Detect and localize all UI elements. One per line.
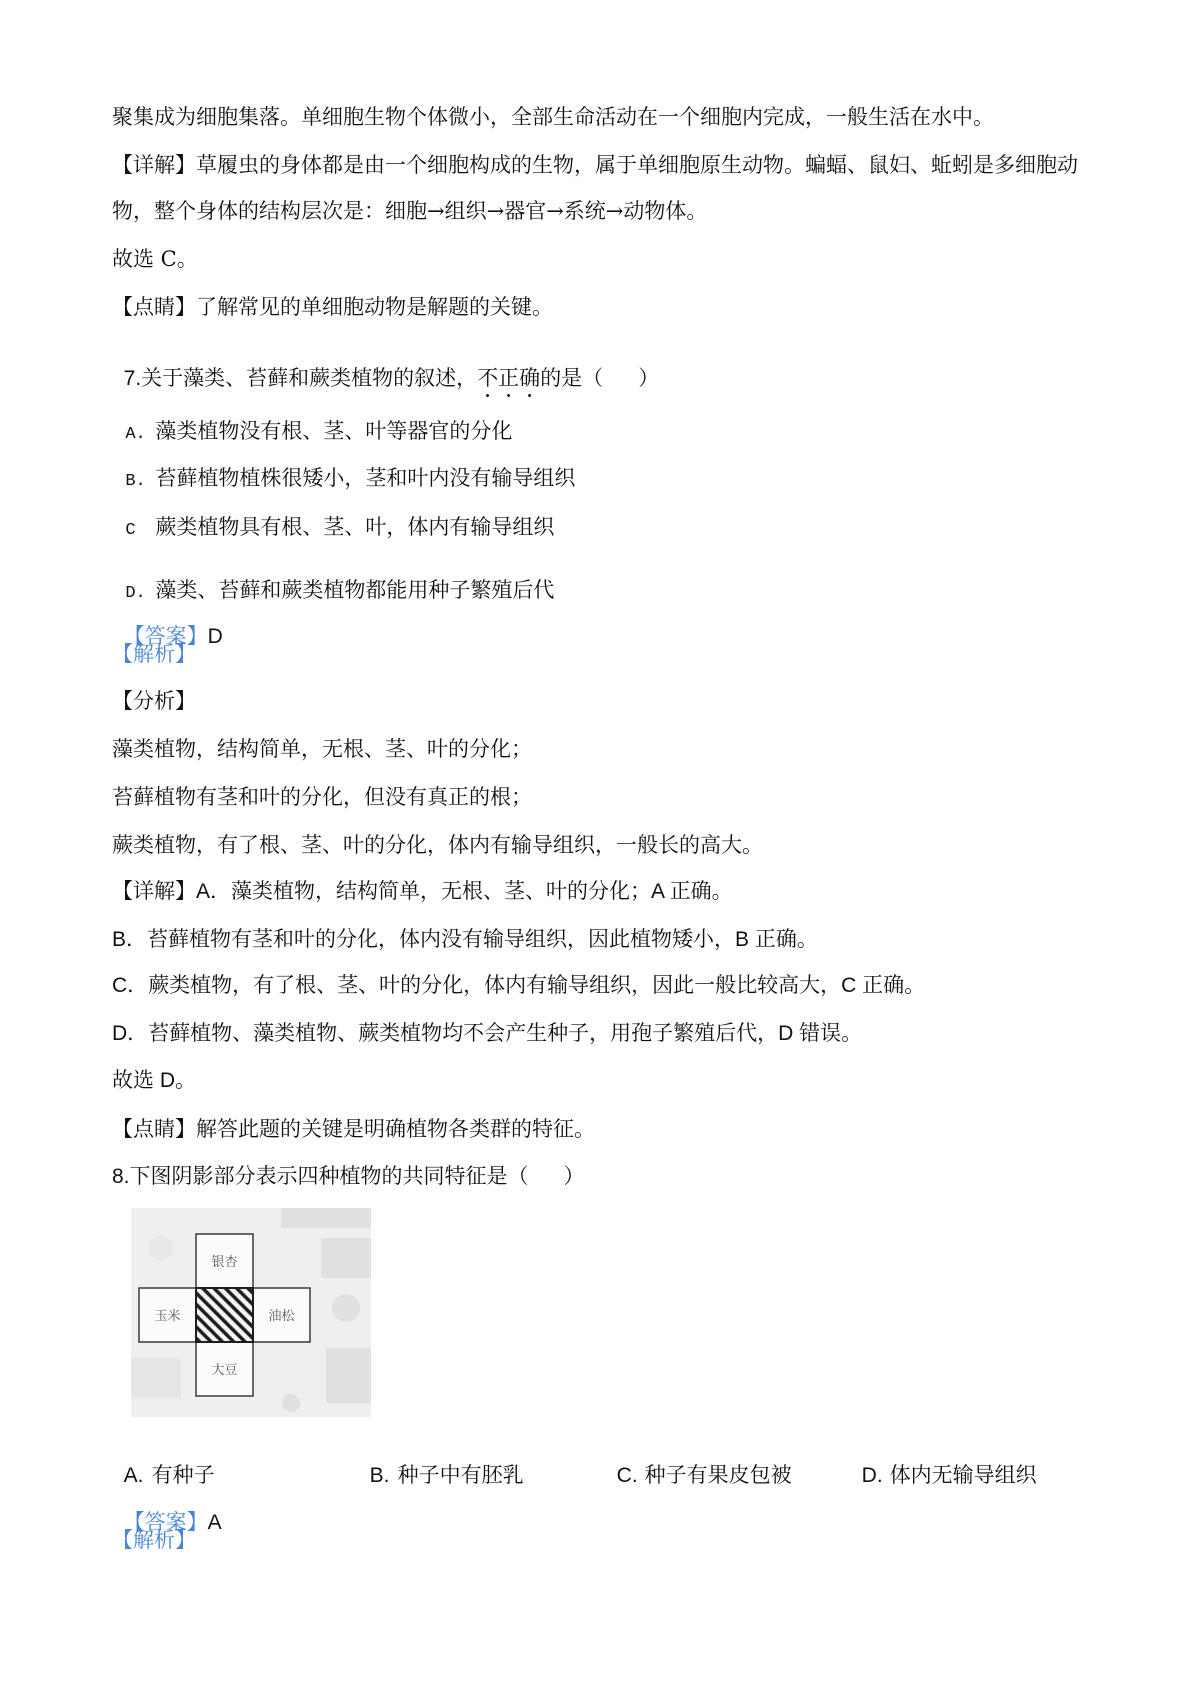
q7-stem-prefix: 7.关于藻类、苔藓和蕨类植物的叙述， bbox=[123, 367, 478, 390]
q8-option-c-text: 种子有果皮包被 bbox=[644, 1464, 792, 1487]
q8-option-a bbox=[112, 1431, 215, 1487]
q8-answer-value: A bbox=[207, 1511, 222, 1534]
q7-answer-value: D bbox=[207, 625, 223, 648]
figure-label-left: 玉米 bbox=[154, 1309, 181, 1324]
q7-analysis-label: 【解析】 bbox=[112, 642, 196, 666]
q7-option-b-letter: B. bbox=[125, 472, 146, 491]
q7-analysis-heading: 【分析】 bbox=[112, 689, 196, 713]
q7-option-c-text: 蕨类植物具有根、茎、叶，体内有输导组织 bbox=[155, 515, 555, 539]
figure-label-top: 银杏 bbox=[211, 1255, 238, 1270]
q7-answer bbox=[112, 592, 1112, 648]
q8-stem: 8.下图阴影部分表示四种植物的共同特征是（ ） bbox=[112, 1165, 585, 1188]
q7-analysis-line-3: 蕨类植物，有了根、茎、叶的分化，体内有输导组织，一般长的高大。 bbox=[112, 833, 763, 857]
q7-option-a bbox=[112, 386, 1112, 444]
q7-detail-line-4: D．苔藓植物、藻类植物、蕨类植物均不会产生种子，用孢子繁殖后代，D 错误。 bbox=[112, 1022, 863, 1045]
q7-analysis-line-1: 藻类植物，结构简单，无根、茎、叶的分化； bbox=[112, 737, 532, 761]
q7-option-d bbox=[112, 545, 1112, 603]
q7-option-c bbox=[112, 482, 1112, 540]
q7-option-a-letter: A. bbox=[125, 425, 146, 444]
prev-choice: 故选 C。 bbox=[112, 247, 198, 271]
q8-answer bbox=[112, 1478, 1112, 1534]
figure-label-right: 油松 bbox=[268, 1309, 295, 1324]
q7-detail-line-3: C．蕨类植物，有了根、茎、叶的分化，体内有输导组织，因此一般比较高大，C 正确。 bbox=[112, 974, 926, 997]
figure-label-bottom: 大豆 bbox=[211, 1363, 238, 1378]
q8-option-b-letter: B. bbox=[369, 1464, 390, 1487]
q8-option-c-letter: C. bbox=[616, 1464, 638, 1487]
prev-detail-line-2: 物，整个身体的结构层次是：细胞→组织→器官→系统→动物体。 bbox=[112, 199, 708, 223]
q7-option-a-text: 藻类植物没有根、茎、叶等器官的分化 bbox=[155, 419, 513, 443]
q7-option-b-text: 苔藓植物植株很矮小，茎和叶内没有输导组织 bbox=[155, 466, 576, 490]
prev-comment: 【点睛】了解常见的单细胞动物是解题的关键。 bbox=[112, 295, 553, 319]
q7-comment: 【点睛】解答此题的关键是明确植物各类群的特征。 bbox=[112, 1117, 595, 1141]
q8-option-b bbox=[358, 1431, 524, 1487]
q7-detail-line-2: B．苔藓植物有茎和叶的分化，体内没有输导组织，因此植物矮小，B 正确。 bbox=[112, 928, 818, 951]
q7-choice: 故选 D。 bbox=[112, 1069, 196, 1092]
figure-center-hatched bbox=[196, 1288, 253, 1342]
q8-answer-label: 【答案】 bbox=[123, 1511, 208, 1534]
q8-option-c bbox=[605, 1431, 792, 1487]
q7-option-b bbox=[112, 433, 1112, 491]
q7-answer-label: 【答案】 bbox=[123, 625, 208, 648]
q7-analysis-line-2: 苔藓植物有茎和叶的分化，但没有真正的根； bbox=[112, 785, 532, 809]
q7-option-d-letter: D. bbox=[125, 584, 146, 603]
q8-option-d-text: 体内无输导组织 bbox=[889, 1464, 1037, 1487]
q8-option-a-letter: A. bbox=[123, 1464, 144, 1487]
q7-option-c-letter: C bbox=[125, 521, 136, 540]
q7-option-d-text: 藻类、苔藓和蕨类植物都能用种子繁殖后代 bbox=[155, 578, 555, 602]
q8-option-a-text: 有种子 bbox=[151, 1464, 215, 1487]
q8-analysis-label: 【解析】 bbox=[112, 1528, 196, 1552]
q8-plant-figure bbox=[131, 1208, 371, 1417]
prev-analysis-tail: 聚集成为细胞集落。单细胞生物个体微小，全部生命活动在一个细胞内完成，一般生活在水中。 bbox=[112, 105, 994, 129]
q7-detail-line-1: 【详解】A．藻类植物，结构简单，无根、茎、叶的分化；A 正确。 bbox=[112, 880, 733, 903]
q7-stem bbox=[112, 334, 1112, 390]
q7-stem-suffix: 的是（ ） bbox=[540, 367, 660, 390]
prev-detail-line-1: 【详解】草履虫的身体都是由一个细胞构成的生物，属于单细胞原生动物。蝙蝠、鼠妇、蚯蚓是多细胞动 bbox=[112, 153, 1078, 177]
q8-option-d-letter: D. bbox=[861, 1464, 883, 1487]
q8-option-b-text: 种子中有胚乳 bbox=[397, 1464, 524, 1487]
q7-stem-emphasis: 不正确 bbox=[477, 367, 541, 390]
q8-option-d bbox=[850, 1431, 1037, 1487]
